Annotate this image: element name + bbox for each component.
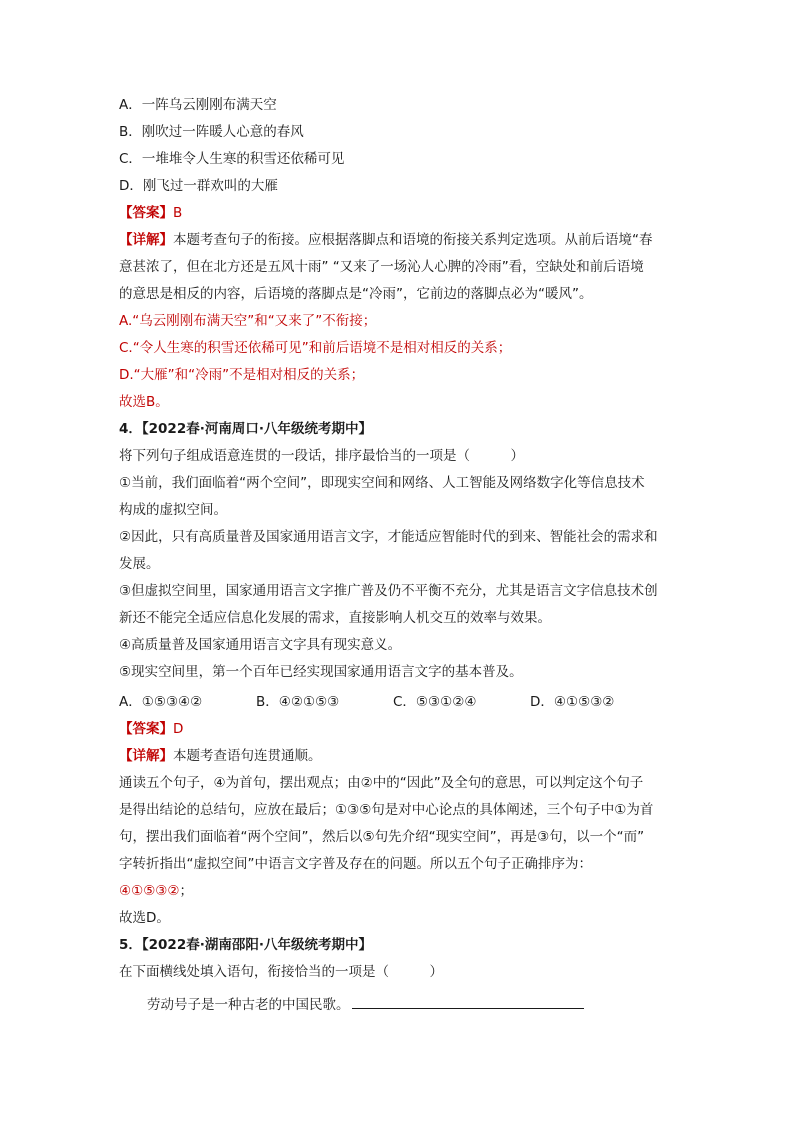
fill-in-blank[interactable] — [352, 994, 584, 1009]
q4-prompt: 将下列句子组成语意连贯的一段话，排序最恰当的一项是（ ） — [119, 448, 524, 464]
q3-detail-line-2: 意甚浓了，但在北方还是五风十雨” “又来了一场沁人心脾的冷雨”看，空缺处和前后语境 — [119, 259, 644, 275]
detail-tag: 【详解】 — [119, 232, 173, 248]
q3-option-a: A．一阵乌云刚刚布满天空 — [119, 97, 277, 113]
q4-sentence-line-1: ①当前，我们面临着“两个空间”，即现实空间和网络、人工智能及网络数字化等信息技术 — [119, 475, 645, 491]
q5-passage: 劳动号子是一种古老的中国民歌。 — [147, 997, 350, 1013]
q4-order-suffix: ； — [179, 883, 194, 899]
q4-detail-line-1 — [119, 746, 322, 766]
q5-passage-line — [147, 994, 584, 1015]
q4-detail-line-2: 通读五个句子，④为首句，摆出观点；由②中的“因此”及全句的意思，可以判定这个句子 — [119, 775, 644, 791]
q4-detail-line-3: 是得出结论的总结句，应放在最后；①③⑤句是对中心论点的具体阐述，三个句子中①为首 — [119, 802, 654, 818]
q4-sentence-line-2: 构成的虚拟空间。 — [119, 502, 227, 518]
q3-analysis-c: C.“令人生寒的积雪还依稀可见”和前后语境不是相对相反的关系； — [119, 340, 512, 356]
q4-option-b: B．④②①⑤③ — [256, 694, 340, 710]
q5-prompt: 在下面横线处填入语句，衔接恰当的一项是（ ） — [119, 964, 443, 980]
q3-option-c: C．一堆堆令人生寒的积雪还依稀可见 — [119, 151, 345, 167]
q3-option-d: D．刚飞过一群欢叫的大雁 — [119, 178, 278, 194]
q4-option-c: C．⑤③①②④ — [393, 694, 477, 710]
q4-sentence-line-4: 发展。 — [119, 556, 160, 572]
q4-options — [119, 692, 667, 712]
q3-detail-line-3: 的意思是相反的内容，后语境的落脚点是“冷雨”，它前边的落脚点必为“暖风”。 — [119, 286, 593, 302]
q4-header: 4．【2022春·河南周口·八年级统考期中】 — [119, 421, 372, 437]
q4-option-a: A．①⑤③④② — [119, 694, 203, 710]
q4-order: ④①⑤③② — [119, 883, 180, 899]
q3-analysis-d: D.“大雁”和“冷雨”不是相对相反的关系； — [119, 367, 365, 383]
q3-analysis-a: A.“乌云刚刚布满天空”和“又来了”不衔接； — [119, 313, 377, 329]
answer-tag: 【答案】 — [119, 205, 173, 221]
q3-conclusion: 故选B。 — [119, 394, 169, 410]
q4-answer-line — [119, 719, 183, 739]
q5-header: 5．【2022春·湖南邵阳·八年级统考期中】 — [119, 937, 372, 953]
q4-detail-line-5: 字转折指出“虚拟空间”中语言文字普及存在的问题。所以五个句子正确排序为： — [119, 856, 592, 872]
q4-detail-line-4: 句，摆出我们面临着“两个空间”，然后以⑤句先介绍“现实空间”，再是③句，以一个“而” — [119, 829, 645, 845]
q4-sentence-line-7: ④高质量普及国家通用语言文字具有现实意义。 — [119, 637, 402, 653]
q4-option-d: D．④①⑤③② — [530, 694, 615, 710]
q4-sentence-line-3: ②因此，只有高质量普及国家通用语言文字，才能适应智能时代的到来、智能社会的需求和 — [119, 529, 658, 545]
detail-tag: 【详解】 — [119, 748, 173, 764]
q4-order-line — [119, 881, 193, 901]
q4-conclusion: 故选D。 — [119, 910, 170, 926]
q3-detail-text: 本题考查句子的衔接。应根据落脚点和语境的衔接关系判定选项。从前后语境“春 — [173, 232, 653, 248]
q4-sentence-line-8: ⑤现实空间里，第一个百年已经实现国家通用语言文字的基本普及。 — [119, 664, 523, 680]
q4-sentence-line-6: 新还不能完全适应信息化发展的需求，直接影响人机交互的效率与效果。 — [119, 610, 551, 626]
q3-answer-line — [119, 203, 182, 223]
q3-detail-line-1 — [119, 230, 653, 250]
q4-detail-first: 本题考查语句连贯通顺。 — [173, 748, 322, 764]
answer-tag: 【答案】 — [119, 721, 173, 737]
q3-answer-value: B — [173, 205, 183, 221]
q3-option-b: B．刚吹过一阵暖人心意的春风 — [119, 124, 304, 140]
q4-sentence-line-5: ③但虚拟空间里，国家通用语言文字推广普及仍不平衡不充分，尤其是语言文字信息技术创 — [119, 583, 658, 599]
q4-answer-value: D — [173, 721, 184, 737]
